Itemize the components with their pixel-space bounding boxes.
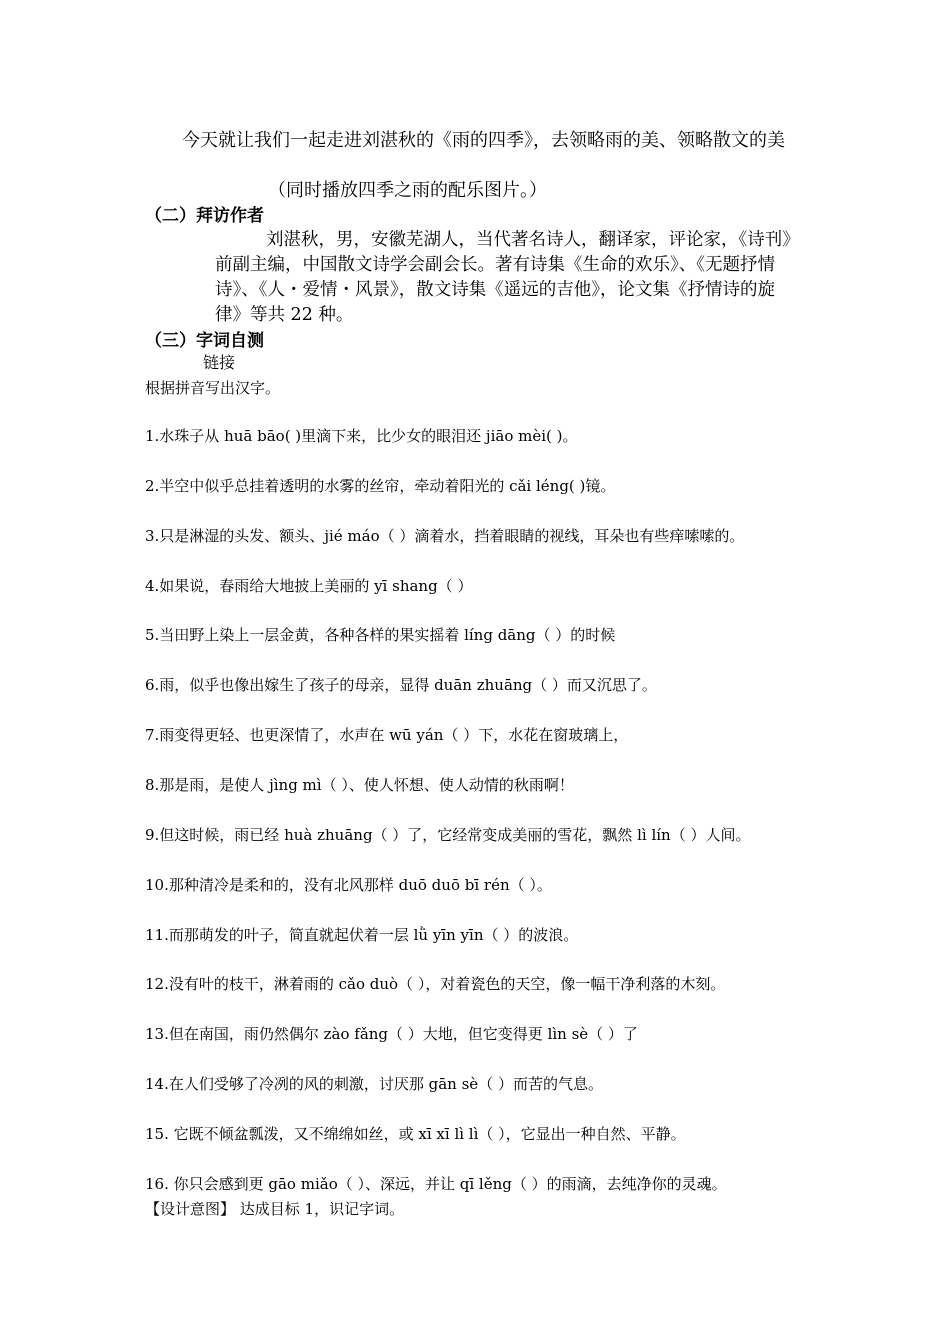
question-item: 14.在人们受够了冷冽的风的刺激，讨厌那 gān sè（ ）而苦的气息。 <box>145 1075 603 1093</box>
question-item: 7.雨变得更轻、也更深情了，水声在 wū yán（ ）下，水花在窗玻璃上， <box>145 726 629 744</box>
question-item: 13.但在南国，雨仍然偶尔 zào fǎng（ ）大地，但它变得更 lìn sè（ ）了 <box>145 1025 638 1043</box>
bio-line: 刘湛秋，男，安徽芜湖人，当代著名诗人，翻译家，评论家，《诗刊》 <box>266 230 800 250</box>
question-item: 11.而那萌发的叶子，简直就起伏着一层 lǜ yīn yīn（ ）的波浪。 <box>145 926 579 944</box>
link-label: 链接 <box>203 353 236 372</box>
question-item: 10.那种清冷是柔和的，没有北风那样 duō duō bī rén（ ）。 <box>145 876 552 894</box>
question-item: 4.如果说，春雨给大地披上美丽的 yī shang（ ） <box>145 577 473 595</box>
section-heading-author: （二）拜访作者 <box>145 206 264 226</box>
question-item: 1.水珠子从 huā bāo( )里滴下来，比少女的眼泪还 jiāo mèi( )。 <box>145 427 578 445</box>
question-item: 12.没有叶的枝干，淋着雨的 cǎo duò（ ），对着瓷色的天空，像一幅干净利落的木刻。 <box>145 975 726 993</box>
bio-line: 前副主编，中国散文诗学会副会长。著有诗集《生命的欢乐》、《无题抒情 <box>215 255 775 275</box>
question-item: 3.只是淋湿的头发、额头、jié máo（ ）滴着水，挡着眼睛的视线，耳朵也有些痒嗦嗦的。 <box>145 527 745 545</box>
bio-line: 诗》、《人・爱情・风景》，散文诗集《遥远的吉他》，论文集《抒情诗的旋 <box>215 280 775 300</box>
question-item: 5.当田野上染上一层金黄，各种各样的果实摇着 líng dāng（ ）的时候 <box>145 626 616 644</box>
design-intent-note: 【设计意图】 达成目标 1，识记字词。 <box>145 1200 405 1218</box>
question-item: 15. 它既不倾盆瓢泼，又不绵绵如丝，或 xī xī lì lì（ ），它显出一种自然、平静。 <box>145 1125 686 1143</box>
intro-line-2: （同时播放四季之雨的配乐图片。） <box>268 180 547 201</box>
question-item: 6.雨，似乎也像出嫁生了孩子的母亲，显得 duān zhuāng（ ）而又沉思了。 <box>145 676 657 694</box>
question-item: 9.但这时候，雨已经 huà zhuāng（ ）了，它经常变成美丽的雪花，飘然 lì lín（ ）人间。 <box>145 826 751 844</box>
question-item: 2.半空中似乎总挂着透明的水雾的丝帘，牵动着阳光的 cǎi léng( )镜。 <box>145 477 616 495</box>
section-heading-vocab: （三）字词自测 <box>145 331 264 351</box>
instruction-text: 根据拼音写出汉字。 <box>145 379 281 397</box>
intro-line-1: 今天就让我们一起走进刘湛秋的《雨的四季》，去领略雨的美、领略散文的美 <box>182 130 785 151</box>
bio-line: 律》等共 22 种。 <box>215 305 354 325</box>
question-item: 8.那是雨，是使人 jìng mì（ ）、使人怀想、使人动情的秋雨啊！ <box>145 776 574 794</box>
question-item: 16. 你只会感到更 gāo miǎo（ ）、深远，并让 qī lěng（ ）的雨滴，去纯净你的灵魂。 <box>145 1175 727 1193</box>
